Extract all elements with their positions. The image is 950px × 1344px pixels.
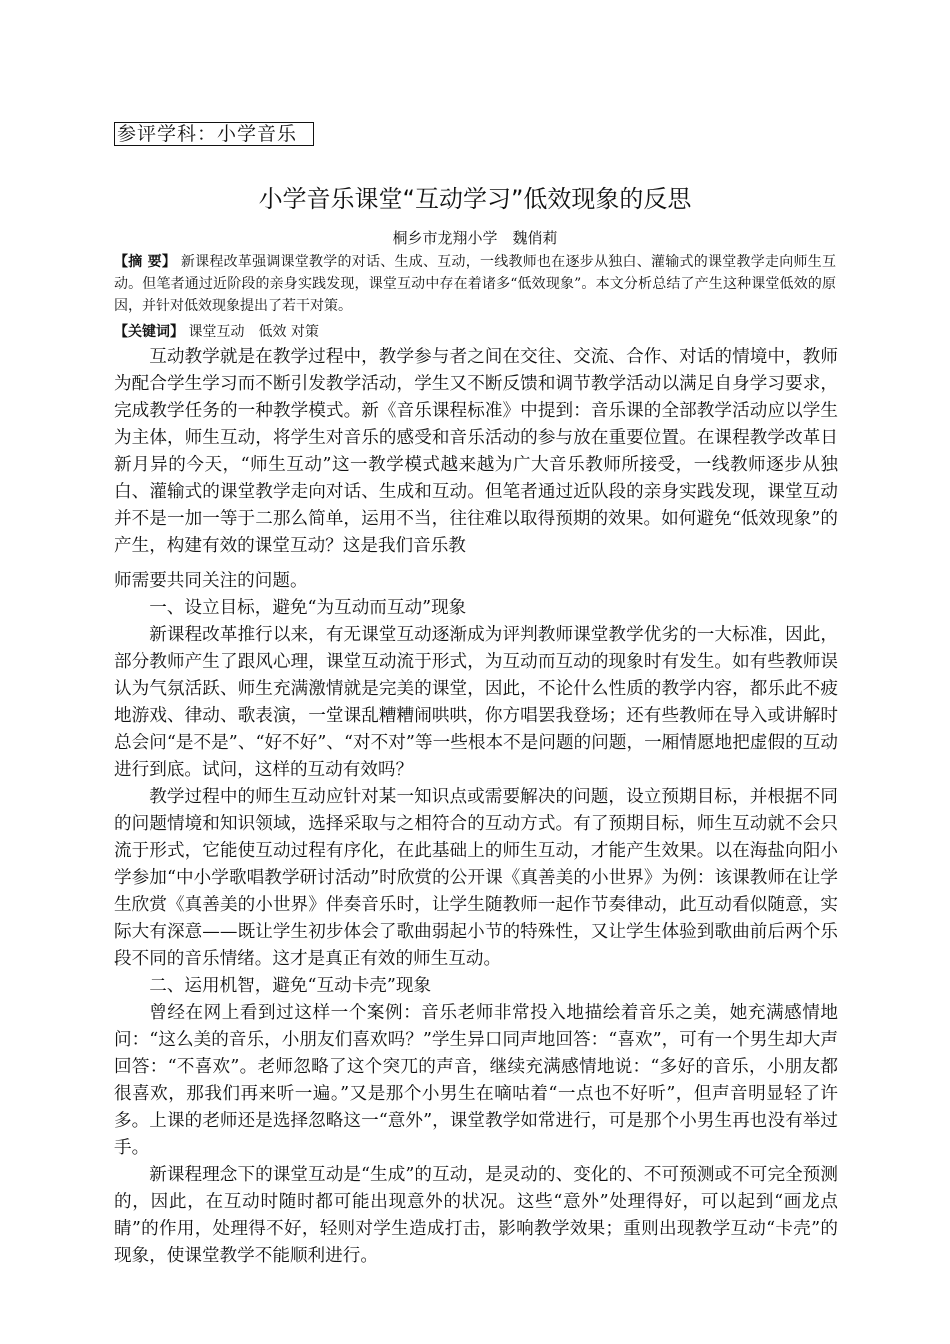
paragraph-section1-a: 新课程改革推行以来，有无课堂互动逐渐成为评判教师课堂教学优劣的一大标准，因此，部分教师产生了跟风心理，课堂互动流于形式，为互动而互动的现象时有发生。如有些教师误认为气氛活跃、师生充满激情就是完美的课堂，因此，不论什么性质的教学内容，都乐此不疲地游戏、律动、歌表演，一堂课乱糟糟闹哄哄，你方唱罢我登场；还有些教师在导入或讲解时总会问“是不是”、“好不好”、“对不对”等一些根本不是问题的问题，一厢情愿地把虚假的互动进行到底。试问，这样的互动有效吗？ xyxy=(114,625,838,780)
keywords-text: 课堂互动 低效 对策 xyxy=(184,324,319,340)
section-heading-1: 一、设立目标，避免“为互动而互动”现象 xyxy=(149,598,467,618)
abstract-tag: 【摘 要】 xyxy=(114,254,177,270)
abstract-text: 新课程改革强调课堂教学的对话、生成、互动，一线教师也在逐步从独白、灌输式的课堂教学走向师生互动。但笔者通过近阶段的亲身实践发现，课堂互动中存在着诸多“低效现象”。本文分析总结了产生这种课堂低效的原因，并针对低效现象提出了若干对策。 xyxy=(114,254,837,314)
abstract xyxy=(114,251,836,317)
author-line: 桐乡市龙翔小学 魏俏莉 xyxy=(392,229,558,247)
paragraph-section1-b: 教学过程中的师生互动应针对某一知识点或需要解决的问题，设立预期目标，并根据不同的问题情境和知识领域，选择采取与之相符合的互动方式。有了预期目标，师生互动就不会只流于形式，它能使互动过程有序化，在此基础上的师生互动，才能产生效果。以在海盐向阳小学参加“中小学歌唱教学研讨活动”时欣赏的公开课《真善美的小世界》为例：该课教师在让学生欣赏《真善美的小世界》伴奏音乐时，让学生随教师一起作节奏律动，此互动看似随意，实际大有深意——既让学生初步体会了歌曲弱起小节的特殊性，又让学生体验到歌曲前后两个乐段不同的音乐情绪。这才是真正有效的师生互动。 xyxy=(114,787,838,969)
paragraph-section2-b: 新课程理念下的课堂互动是“生成”的互动，是灵动的、变化的、不可预测或不可完全预测的，因此，在互动时随时都可能出现意外的状况。这些“意外”处理得好，可以起到“画龙点睛”的作用，处理得不好，轻则对学生造成打击，影响教学效果；重则出现教学互动“卡壳”的现象，使课堂教学不能顺利进行。 xyxy=(114,1165,838,1266)
paragraph-intro-continued: 师需要共同关注的问题。 xyxy=(114,571,308,591)
paragraph-intro: 互动教学就是在教学过程中，教学参与者之间在交往、交流、合作、对话的情境中，教师为配合学生学习而不断引发教学活动，学生又不断反馈和调节教学活动以满足自身学习要求，完成教学任务的一种教学模式。新《音乐课程标准》中提到：音乐课的全部教学活动应以学生为主体，师生互动，将学生对音乐的感受和音乐活动的参与放在重要位置。在课程教学改革日新月异的今天，“师生互动”这一教学模式越来越为广大音乐教师所接受，一线教师逐步从独白、灌输式的课堂教学走向对话、生成和互动。但笔者通过近队段的亲身实践发现，课堂互动并不是一加一等于二那么简单，运用不当，往往难以取得预期的效果。如何避免“低效现象”的产生，构建有效的课堂互动？这是我们音乐教 xyxy=(114,347,838,556)
keywords xyxy=(114,321,836,343)
article-body xyxy=(114,344,838,1270)
keywords-tag: 【关键词】 xyxy=(114,324,184,340)
document-title: 小学音乐课堂“互动学习”低效现象的反思 xyxy=(258,185,692,213)
paragraph-section2-a: 曾经在网上看到过这样一个案例：音乐老师非常投入地描绘着音乐之美，她充满感情地问：“这么美的音乐，小朋友们喜欢吗？”学生异口同声地回答：“喜欢”，可有一个男生却大声回答：“不喜欢”。老师忽略了这个突兀的声音，继续充满感情地说：“多好的音乐，小朋友都很喜欢，那我们再来听一遍。”又是那个小男生在嘀咕着“一点也不好听”，但声音明显轻了许多。上课的老师还是选择忽略这一“意外”，课堂教学如常进行，可是那个小男生再也没有举过手。 xyxy=(114,1003,838,1158)
subject-label: 参评学科：小学音乐 xyxy=(114,122,314,146)
section-heading-2: 二、运用机智，避免“互动卡壳”现象 xyxy=(149,976,432,996)
